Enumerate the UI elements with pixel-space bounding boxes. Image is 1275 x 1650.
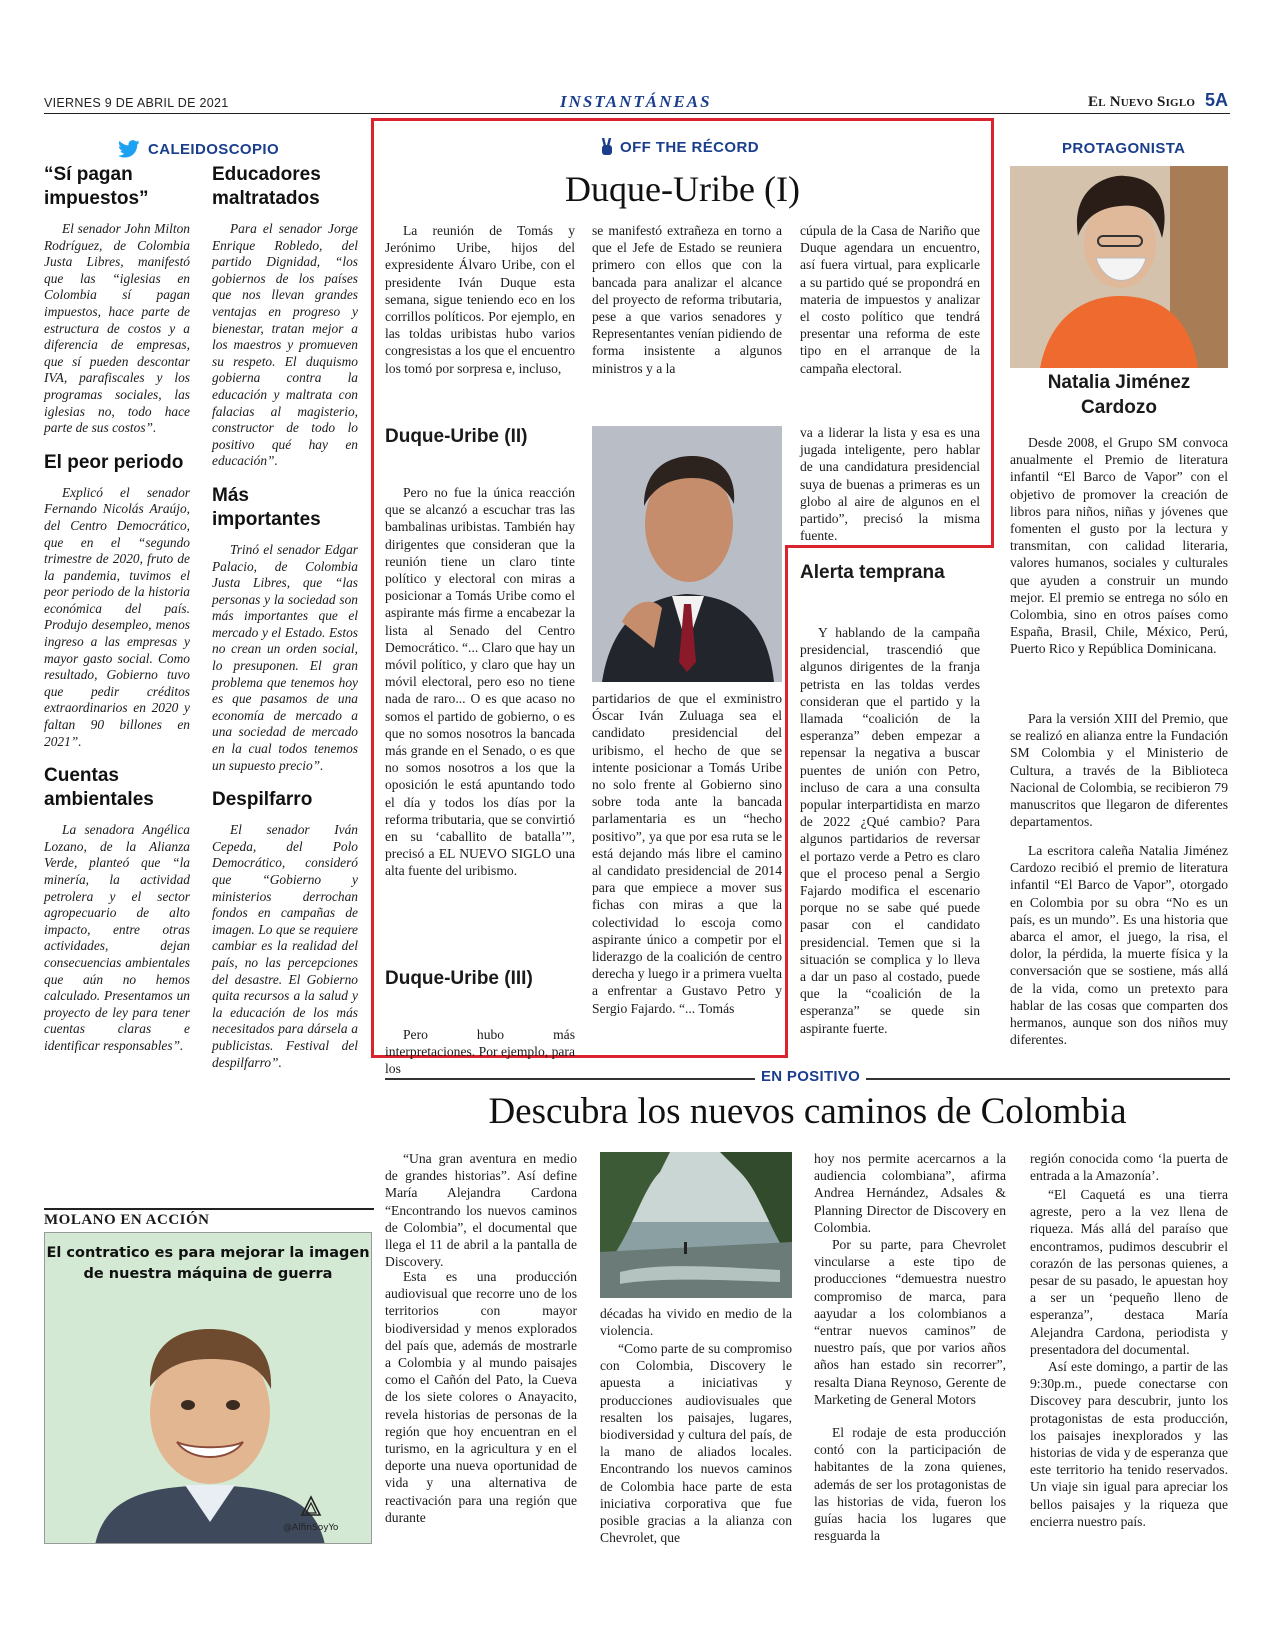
issue-date: VIERNES 9 DE ABRIL DE 2021 bbox=[44, 96, 229, 110]
enpositivo-col2: décadas ha vivido en medio de la violencia. bbox=[600, 1306, 792, 1339]
otr-col3b: va a liderar la lista y esa es una jugada inteligente, pero hablar de una candidatura presidencial suya de buenas a primeras es un globo al aire de algunos en el partido”, precisó la misma fuente. bbox=[800, 425, 980, 544]
cartoon-caption: El contratico es para mejorar la imagen de nuestra máquina de guerra bbox=[46, 1245, 370, 1282]
newspaper-name: El Nuevo Siglo bbox=[1088, 94, 1196, 110]
otr-col1: La reunión de Tomás y Jerónimo Uribe, hijos del expresidente Álvaro Uribe, con el presidente Iván Duque esta semana, sigue teniendo eco en los corrillos políticos. Por ejemplo, en las toldas uribistas hubo varios congresistas a los que el encuentro los tomó por sorpresa e, incluso, bbox=[385, 223, 575, 376]
item-title: “Sí pagan impuestos” bbox=[44, 164, 149, 209]
otr-title: Duque-Uribe (I) bbox=[565, 169, 800, 209]
item-body: Para el senador Jorge Enrique Robledo, del partido Dignidad, “los gobiernos de los países que nos llevan grandes ventajas en progreso y bienestar, tratan mejor a los maestros y promueven su respeto. El duquismo gobierna contra la educación y maltrata con falacias al magisterio, constructor de todo lo positivo qué hay en educación”. bbox=[212, 221, 358, 469]
protagonista-p2: Para la versión XIII del Premio, que se realizó en alianza entre la Fundación SM Colombia y el Ministerio de Cultura, a través de la Biblioteca Nacional de Colombia, se recibieron 79 manuscritos que llegaron de diferentes departamentos. bbox=[1010, 711, 1228, 830]
protagonista-p3: La escritora caleña Natalia Jiménez Cardozo recibió el premio de literatura infantil “El Barco de Vapor”, otorgado en Colombia por su obra “No es un país, es un mundo”. Es una historia que abarca el amor, el juego, la risa, el dolor, la pérdida, la muerte física y la conversación que se sostiene, más allá de la vida, como un pretexto para hablar de las cosas que comparten dos hermanos, aunque son dos niños muy diferentes. bbox=[1010, 843, 1228, 1048]
enpositivo-col2b: “Como parte de su compromiso con Colombia, Discovery le apuesta a iniciativas y producciones audiovisuales que resalten los paisajes, lugares, biodiversidad y cultura del país, de la mano de aliados locales. Encontrando los nuevos caminos de Colombia hace parte de esta iniciativa corporativa que fue posible gracias a la alianza con Chevrolet, que bbox=[600, 1341, 792, 1546]
otr-sub3-title: Duque-Uribe (III) bbox=[385, 968, 533, 989]
otr-kicker-label: OFF THE RÉCORD bbox=[620, 138, 759, 156]
protagonista-kicker: PROTAGONISTA bbox=[1062, 140, 1186, 157]
otr-sub2-title: Duque-Uribe (II) bbox=[385, 426, 528, 447]
otr-frame-left bbox=[371, 118, 374, 1058]
protagonista-name: Natalia Jiménez Cardozo bbox=[1047, 372, 1191, 418]
otr-sub3-body: Pero hubo más interpretaciones. Por ejemplo, para los bbox=[385, 1027, 575, 1077]
molano-cartoon bbox=[44, 1232, 372, 1544]
enpositivo-col4: región conocida como ‘la puerta de entrada a la Amazonía’. bbox=[1030, 1151, 1228, 1184]
caleidoscopio-kicker bbox=[118, 140, 279, 158]
enpositivo-col1b: Esta es una producción audiovisual que recorre uno de los territorios con mayor biodiversidad y menos explorados del país que, además de mostrarle a Colombia y al mundo paisajes como el Cañón del Pato, la Cueva de los siete colores o Anayacito, revela historias de personas de la región que hoy encuentran en el turismo, en la agricultura y en el deporte una nueva oportunidad de vida y una alternativa de reactivación para una región que durante bbox=[385, 1269, 577, 1525]
alerta-title: Alerta temprana bbox=[800, 562, 945, 583]
twitter-icon bbox=[118, 140, 140, 158]
landscape-photo bbox=[600, 1152, 792, 1298]
molano-label: MOLANO EN ACCIÓN bbox=[44, 1208, 374, 1229]
protagonista-photo bbox=[1010, 166, 1228, 368]
otr-sub2-body: Pero no fue la única reacción que se alcanzó a escuchar tras las bambalinas uribistas. También hay dirigentes que consideran que la reunión tiene un claro tinte político y electoral con miras a posicionar a Tomás Uribe como el aspirante más firme a encabezar la lista al Senado del Centro Democrático. “... Claro que hay un móvil político, y claro que hay un móvil electoral, pero eso no tiene nada de raro... O es que acaso no somos el partido de gobierno, o es que no somos nosotros la bancada más grande en el Senado, o es que no somos nosotros a los que la oposición le está apuntando todo el día y todos los días por la reforma tributaria, que se convirtió en su ‘caballito de batalla’”, precisó a EL NUEVO SIGLO una alta fuente del uribismo. bbox=[385, 485, 575, 879]
enpositivo-col4c: Así este domingo, a partir de las 9:30p.m., puede conectarse con Discovey para descubrir, junto los protagonistas de esta producción, los paisajes inexplorados y las historias de vida y de esperanza que este territorio ha tenido reservados. Un viaje sin igual para apreciar los bellos paisajes y la riqueza que encierra nuestro país. bbox=[1030, 1359, 1228, 1529]
enpositivo-title: Descubra los nuevos caminos de Colombia bbox=[488, 1091, 1127, 1132]
cartoon-signature: @AlfinSoyYo bbox=[283, 1523, 339, 1533]
item-title: Cuentas ambientales bbox=[44, 765, 154, 811]
caleidoscopio-col-a bbox=[44, 163, 190, 1055]
victory-hand-icon bbox=[600, 138, 614, 156]
zuluaga-photo bbox=[592, 426, 782, 682]
section-name: INSTANTÁNEAS bbox=[560, 92, 712, 111]
item-body: El senador John Milton Rodríguez, de Colombia Justa Libres, manifestó que las “iglesias en Colombia sí pagan impuestos, hace parte de estructura de costos y a diferencia de empresas, que sí pueden descontar IVA, parafiscales y los programas sociales, las iglesias no, todo hace parte de sus costos”. bbox=[44, 221, 190, 436]
item-title: Educadores maltratados bbox=[212, 164, 321, 209]
item-body: La senadora Angélica Lozano, de la Alianza Verde, planteó que “la minería, la actividad petrolera y el sector agropecuario de alto impacto, entre otras actividades, dejan consecuencias ambientales que aún no hemos calculado. Presentamos un proyecto de ley para tener cuentas claras e identificar responsables”. bbox=[44, 822, 190, 1053]
enpositivo-col1: “Una gran aventura en medio de grandes historias”. Así define María Alejandra Cardona “Encontrando los nuevos caminos de Colombia”, el documental que llega el 11 de abril a la pantalla de Discovery. bbox=[385, 1151, 577, 1270]
item-title: Más importantes bbox=[212, 484, 321, 530]
enpositivo-col4b: “El Caquetá es una tierra agreste, pero a la vez llena de riqueza. Más allá del paraíso que encontramos, pudimos descubrir el corazón de las personas quienes, a pesar de su pasado, le apuestan hoy a ser un ‘pequeño lleno de esperanza”, destaca María Alejandra Cardona, periodista y presentadora del documental. bbox=[1030, 1187, 1228, 1357]
signature-logo-icon bbox=[300, 1495, 322, 1517]
item-title: Despilfarro bbox=[212, 789, 313, 811]
enpositivo-col3c: El rodaje de esta producción contó con la participación de habitantes de la zona quienes, además de ser los protagonistas de las historias de vida, fueron los guías hacia los lugares que resguarda la bbox=[814, 1425, 1006, 1544]
item-body: El senador Iván Cepeda, del Polo Democrático, consideró que “Gobierno y ministerios derrochan fondos en campañas de imagen. Lo que se requiere cambiar es la realidad del país, no las percepciones del desastre. El Gobierno quita recursos a la salud y la educación de los más necesitados para dársela a publicistas. Festival del despilfarro”. bbox=[212, 822, 358, 1070]
otr-col2: se manifestó extrañeza en torno a que el Jefe de Estado se reuniera primero con ellos que con la bancada para analizar el alcance del proyecto de reforma tributaria, pese a que varios senadores y Representantes venían pidiendo de forma insistente a algunos ministros y a la bbox=[592, 223, 782, 376]
item-body: Explicó el senador Fernando Nicolás Araújo, del Centro Democrático, que en el “segundo trimestre de 2020, fruto de la pandemia, tuvimos el peor periodo de la historia económica del país. Produjo desempleo, menos ingreso a las empresas y mayor gasto social. Como resultado, Gobierno tuvo que pedir créditos extraordinarios en 2020 y faltan 90 billones en 2021”. bbox=[44, 484, 190, 749]
otr-kicker bbox=[600, 138, 759, 156]
enpositivo-kicker: EN POSITIVO bbox=[755, 1068, 866, 1085]
otr-mid-body: partidarios de que el exministro Óscar Iván Zuluaga sea el candidato presidencial del uribismo, el hecho de que se intente posicionar a Tomás Uribe no solo frente al Gobierno sino sobre toda ante la bancada parlamentaria es un “hecho positivo”, ya que por esa ruta se le está dejando más libre el camino al candidato presidencial de 2014 para que empiece a mover sus fichas con miras a que la colectividad lo escoja como aspirante único a competir por el liderazgo de la coalición de centro derecha y luego ir a primera vuelta a enfrentar a Gustavo Petro y Sergio Fajardo. “... Tomás bbox=[592, 691, 782, 1016]
otr-frame-midv bbox=[785, 545, 788, 1058]
enpositivo-col3b: Por su parte, para Chevrolet vincularse a este tipo de producciones “demuestra nuestro compromiso de marca, para aayudar a los colombianos a “entrar nuevos caminos” de nuestro país, que por varios años años han estado sin recorrer”, resalta Diana Reynoso, Gerente de Marketing de General Motors bbox=[814, 1237, 1006, 1407]
caleidoscopio-label: CALEIDOSCOPIO bbox=[148, 140, 280, 158]
caleidoscopio-col-b bbox=[212, 163, 358, 1071]
page-number: 5A bbox=[1205, 90, 1229, 110]
protagonista-p1: Desde 2008, el Grupo SM convoca anualmente el Premio de literatura infantil “El Barco de Vapor” con el objetivo de promover la creación de libros para niños, niñas y jóvenes que fomenten el gusto por la lectura y transmitan, con calidad literaria, valores humanos, sociales y culturales que ayuden a construir un mundo mejor. El premio se entrega no sólo en Colombia, sino en otros países como España, Brasil, Chile, México, Perú, Puerto Rico y República Dominicana. bbox=[1010, 435, 1228, 657]
alerta-body: Y hablando de la campaña presidencial, trascendió que algunos dirigentes de la franja petrista en las toldas verdes consideran que el partido y la llamada “coalición de la esperanza” deben empezar a repensar la negativa a buscar puentes de unión con Petro, incluso de cara a una consulta popular interpartidista en marzo de 2022 ¿Qué cambio? Para algunos partidarios de reversar el portazo verde a Petro es claro que el proceso penal a Sergio Fajardo modifica el escenario porque no se sabe qué puede pasar con el candidato presidencial. Temen que si la situación se complica y lo lleva a dar un paso al costado, puede que la “coalición de la esperanza” se quede sin aspirante fuerte. bbox=[800, 625, 980, 1036]
otr-frame-mid bbox=[788, 545, 994, 548]
item-title: El peor periodo bbox=[44, 451, 184, 473]
item-body: Trinó el senador Edgar Palacio, de Colombia Justa Libres, que “las personas y la sociedad son más importantes que el mercado y el Estado. Estos no crean un orden social, lo presuponen. El gran problema que tenemos hoy es que pasamos de una economía de mercado a una sociedad de mercado en la cual todos tenemos un supuesto precio”. bbox=[212, 541, 358, 773]
otr-col3: cúpula de la Casa de Nariño que Duque agendara un encuentro, así fuera virtual, para explicarle a su partido qué se propondrá en materia de impuestos y analizar el costo político que tendrá presentar una reforma de este tipo en el arranque de la campaña electoral. bbox=[800, 223, 980, 376]
cartoon-portrait bbox=[85, 1317, 335, 1544]
enpositivo-col3: hoy nos permite acercarnos a la audiencia colombiana”, afirma Andrea Hernández, Adsales & Planning Director de Discovery en Colombia. bbox=[814, 1151, 1006, 1235]
